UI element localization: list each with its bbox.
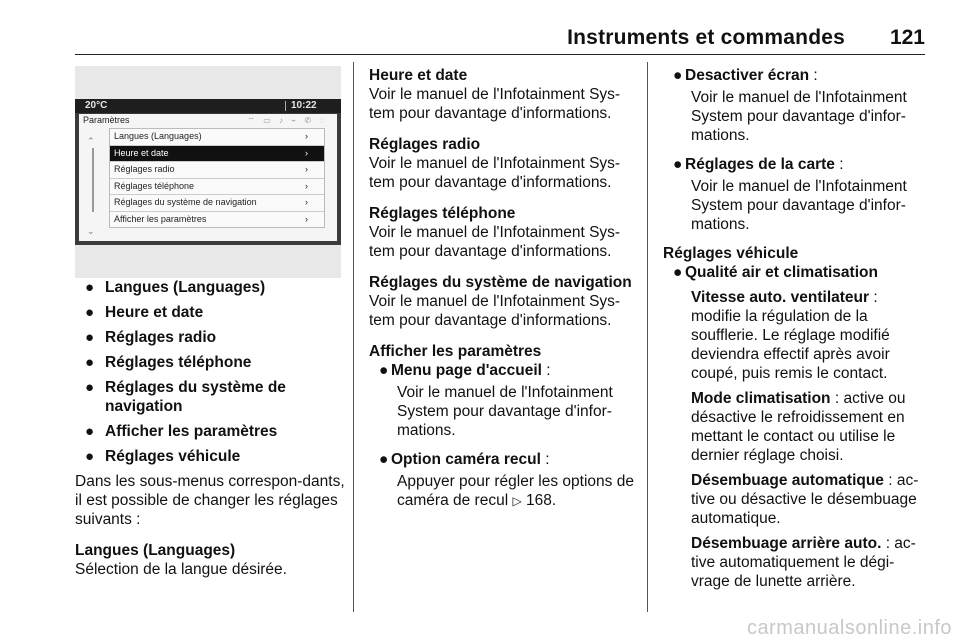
climatisation-text: : active ou désactive le refroidissement en mettant le contact ou utilise le dernier réglage choisi. bbox=[691, 390, 906, 464]
menu-item[interactable] bbox=[110, 129, 324, 146]
settings-list-label: Réglages véhicule bbox=[105, 448, 241, 465]
lunette-paragraph bbox=[663, 534, 928, 591]
camera-item: ● Option caméra recul : bbox=[379, 451, 550, 468]
ventilateur-text: : modifie la régulation de la soufflerie. Le réglage modifié deviendra effectif après avoir coupé, puis remis le contact. bbox=[691, 289, 890, 382]
settings-list-label: Langues (Languages) bbox=[105, 279, 266, 296]
intro-paragraph: Dans les sous-menus correspon-dants, il est possible de changer les réglages suivants : bbox=[75, 473, 345, 528]
settings-menu bbox=[109, 128, 325, 228]
panel-title: Paramètres bbox=[83, 115, 130, 125]
langues-heading: Langues (Languages) bbox=[75, 542, 236, 559]
column-1 bbox=[75, 66, 345, 591]
camera-page-ref[interactable]: 168. bbox=[526, 492, 557, 509]
scrollbar[interactable] bbox=[92, 148, 94, 212]
settings-list-label: Réglages téléphone bbox=[105, 354, 252, 371]
radio-heading: Réglages radio bbox=[369, 136, 481, 153]
desembuage-text: : ac-tive ou désactive le désembuage automatique. bbox=[691, 472, 919, 527]
desactiver-text: Voir le manuel de l'Infotainment System pour davantage d'infor-mations. bbox=[691, 89, 907, 144]
settings-list-item bbox=[75, 328, 345, 347]
settings-list-item bbox=[75, 447, 345, 466]
bullet-icon: ● bbox=[673, 156, 683, 173]
status-separator bbox=[285, 101, 286, 111]
settings-list-item bbox=[75, 353, 345, 372]
carte-item: ● Réglages de la carte : bbox=[673, 156, 844, 173]
settings-list-item bbox=[75, 422, 345, 441]
settings-list-label: Réglages du système de navigation bbox=[105, 379, 286, 415]
status-icons: ⌔ ▭ ♪ ⌁ ✆ ◌ bbox=[247, 116, 327, 125]
desembuage-term: Désembuage automatique bbox=[691, 472, 884, 489]
menu-item-label: Réglages du système de navigation bbox=[114, 197, 257, 207]
climatisation-term: Mode climatisation bbox=[691, 390, 831, 407]
temperature-display: 20°C bbox=[85, 100, 108, 111]
settings-list-label: Réglages radio bbox=[105, 329, 217, 346]
telephone-heading: Réglages téléphone bbox=[369, 205, 516, 222]
status-bar bbox=[75, 99, 341, 113]
menu-item-label: Afficher les paramètres bbox=[114, 213, 207, 224]
settings-list-item bbox=[75, 303, 345, 322]
ventilateur-term: Vitesse auto. ventilateur bbox=[691, 289, 870, 306]
bullet-icon: ● bbox=[85, 423, 95, 440]
menu-item-label: Langues (Languages) bbox=[114, 131, 202, 141]
page-number: 121 bbox=[889, 26, 925, 49]
bullet-icon: ● bbox=[85, 304, 95, 321]
chevron-right-icon: › bbox=[305, 147, 308, 158]
chevron-right-icon: › bbox=[305, 131, 308, 141]
bullet-icon: ● bbox=[673, 264, 683, 281]
settings-list bbox=[75, 278, 345, 466]
watermark: carmanualsonline.info bbox=[746, 617, 952, 639]
afficher-heading: Afficher les paramètres bbox=[369, 343, 542, 360]
infotainment-screenshot bbox=[75, 66, 341, 278]
camera-paragraph bbox=[369, 472, 634, 511]
menu-item-label: Réglages téléphone bbox=[114, 180, 195, 191]
heure-text: Voir le manuel de l'Infotainment Sys-tem pour davantage d'informations. bbox=[369, 86, 621, 122]
menu-item-label: Réglages radio bbox=[114, 164, 175, 174]
chevron-right-icon: › bbox=[305, 164, 308, 174]
camera-text: Appuyer pour régler les options de caméra de recul bbox=[397, 473, 634, 509]
bullet-icon: ● bbox=[85, 329, 95, 346]
bullet-icon: ● bbox=[85, 354, 95, 371]
menu-item[interactable] bbox=[110, 146, 324, 163]
camera-title: Option caméra recul bbox=[391, 451, 541, 468]
menu-item-label: Heure et date bbox=[114, 147, 169, 158]
bullet-icon: ● bbox=[85, 379, 95, 396]
column-divider-1 bbox=[353, 62, 354, 612]
settings-panel bbox=[79, 114, 337, 241]
bullet-icon: ● bbox=[85, 448, 95, 465]
menu-item[interactable] bbox=[110, 162, 324, 179]
scroll-up-icon[interactable]: ⌃ bbox=[87, 136, 95, 146]
desembuage-paragraph bbox=[663, 471, 928, 528]
heure-heading: Heure et date bbox=[369, 67, 468, 84]
telephone-text: Voir le manuel de l'Infotainment Sys-tem pour davantage d'informations. bbox=[369, 224, 621, 260]
column-divider-2 bbox=[647, 62, 648, 612]
navigation-text: Voir le manuel de l'Infotainment Sys-tem pour davantage d'informations. bbox=[369, 293, 621, 329]
qualite-item bbox=[663, 263, 928, 282]
carte-text: Voir le manuel de l'Infotainment System pour davantage d'infor-mations. bbox=[691, 178, 907, 233]
bullet-icon: ● bbox=[379, 451, 389, 468]
chevron-right-icon: › bbox=[305, 197, 308, 207]
bullet-icon: ● bbox=[85, 279, 95, 296]
menu-item[interactable] bbox=[110, 195, 324, 212]
lunette-term: Désembuage arrière auto. bbox=[691, 535, 882, 552]
clock-display: 10:22 bbox=[291, 100, 317, 111]
page-header bbox=[75, 26, 925, 55]
page-reference-icon: ▷ bbox=[512, 494, 522, 508]
qualite-title: Qualité air et climatisation bbox=[685, 264, 878, 281]
settings-list-item bbox=[75, 378, 345, 416]
scroll-down-icon[interactable]: ⌄ bbox=[87, 226, 95, 236]
langues-text: Sélection de la langue désirée. bbox=[75, 561, 287, 578]
carte-title: Réglages de la carte bbox=[685, 156, 835, 173]
ventilateur-paragraph bbox=[663, 288, 928, 383]
climatisation-paragraph bbox=[663, 389, 928, 465]
vehicule-heading: Réglages véhicule bbox=[663, 245, 799, 262]
bullet-icon: ● bbox=[673, 67, 683, 84]
column-2 bbox=[369, 66, 634, 521]
navigation-heading: Réglages du système de navigation bbox=[369, 274, 632, 291]
chevron-right-icon: › bbox=[305, 213, 308, 224]
page-title: Instruments et commandes bbox=[567, 26, 845, 49]
bullet-icon: ● bbox=[379, 362, 389, 379]
settings-list-item bbox=[75, 278, 345, 297]
settings-list-label: Afficher les paramètres bbox=[105, 423, 278, 440]
desactiver-title: Desactiver écran bbox=[685, 67, 810, 84]
settings-list-label: Heure et date bbox=[105, 304, 204, 321]
column-3 bbox=[663, 66, 928, 597]
chevron-right-icon: › bbox=[305, 180, 308, 191]
lunette-text: : ac-tive automatiquement le dégi-vrage de lunette arrière. bbox=[691, 535, 916, 590]
menu-item[interactable] bbox=[110, 179, 324, 196]
menu-item[interactable] bbox=[110, 212, 324, 228]
accueil-text: Voir le manuel de l'Infotainment System pour davantage d'infor-mations. bbox=[397, 384, 613, 439]
infotainment-screen bbox=[75, 99, 341, 245]
radio-text: Voir le manuel de l'Infotainment Sys-tem pour davantage d'informations. bbox=[369, 155, 621, 191]
accueil-item: ● Menu page d'accueil : bbox=[379, 362, 551, 379]
desactiver-item: ● Desactiver écran : bbox=[673, 67, 818, 84]
accueil-title: Menu page d'accueil bbox=[391, 362, 542, 379]
